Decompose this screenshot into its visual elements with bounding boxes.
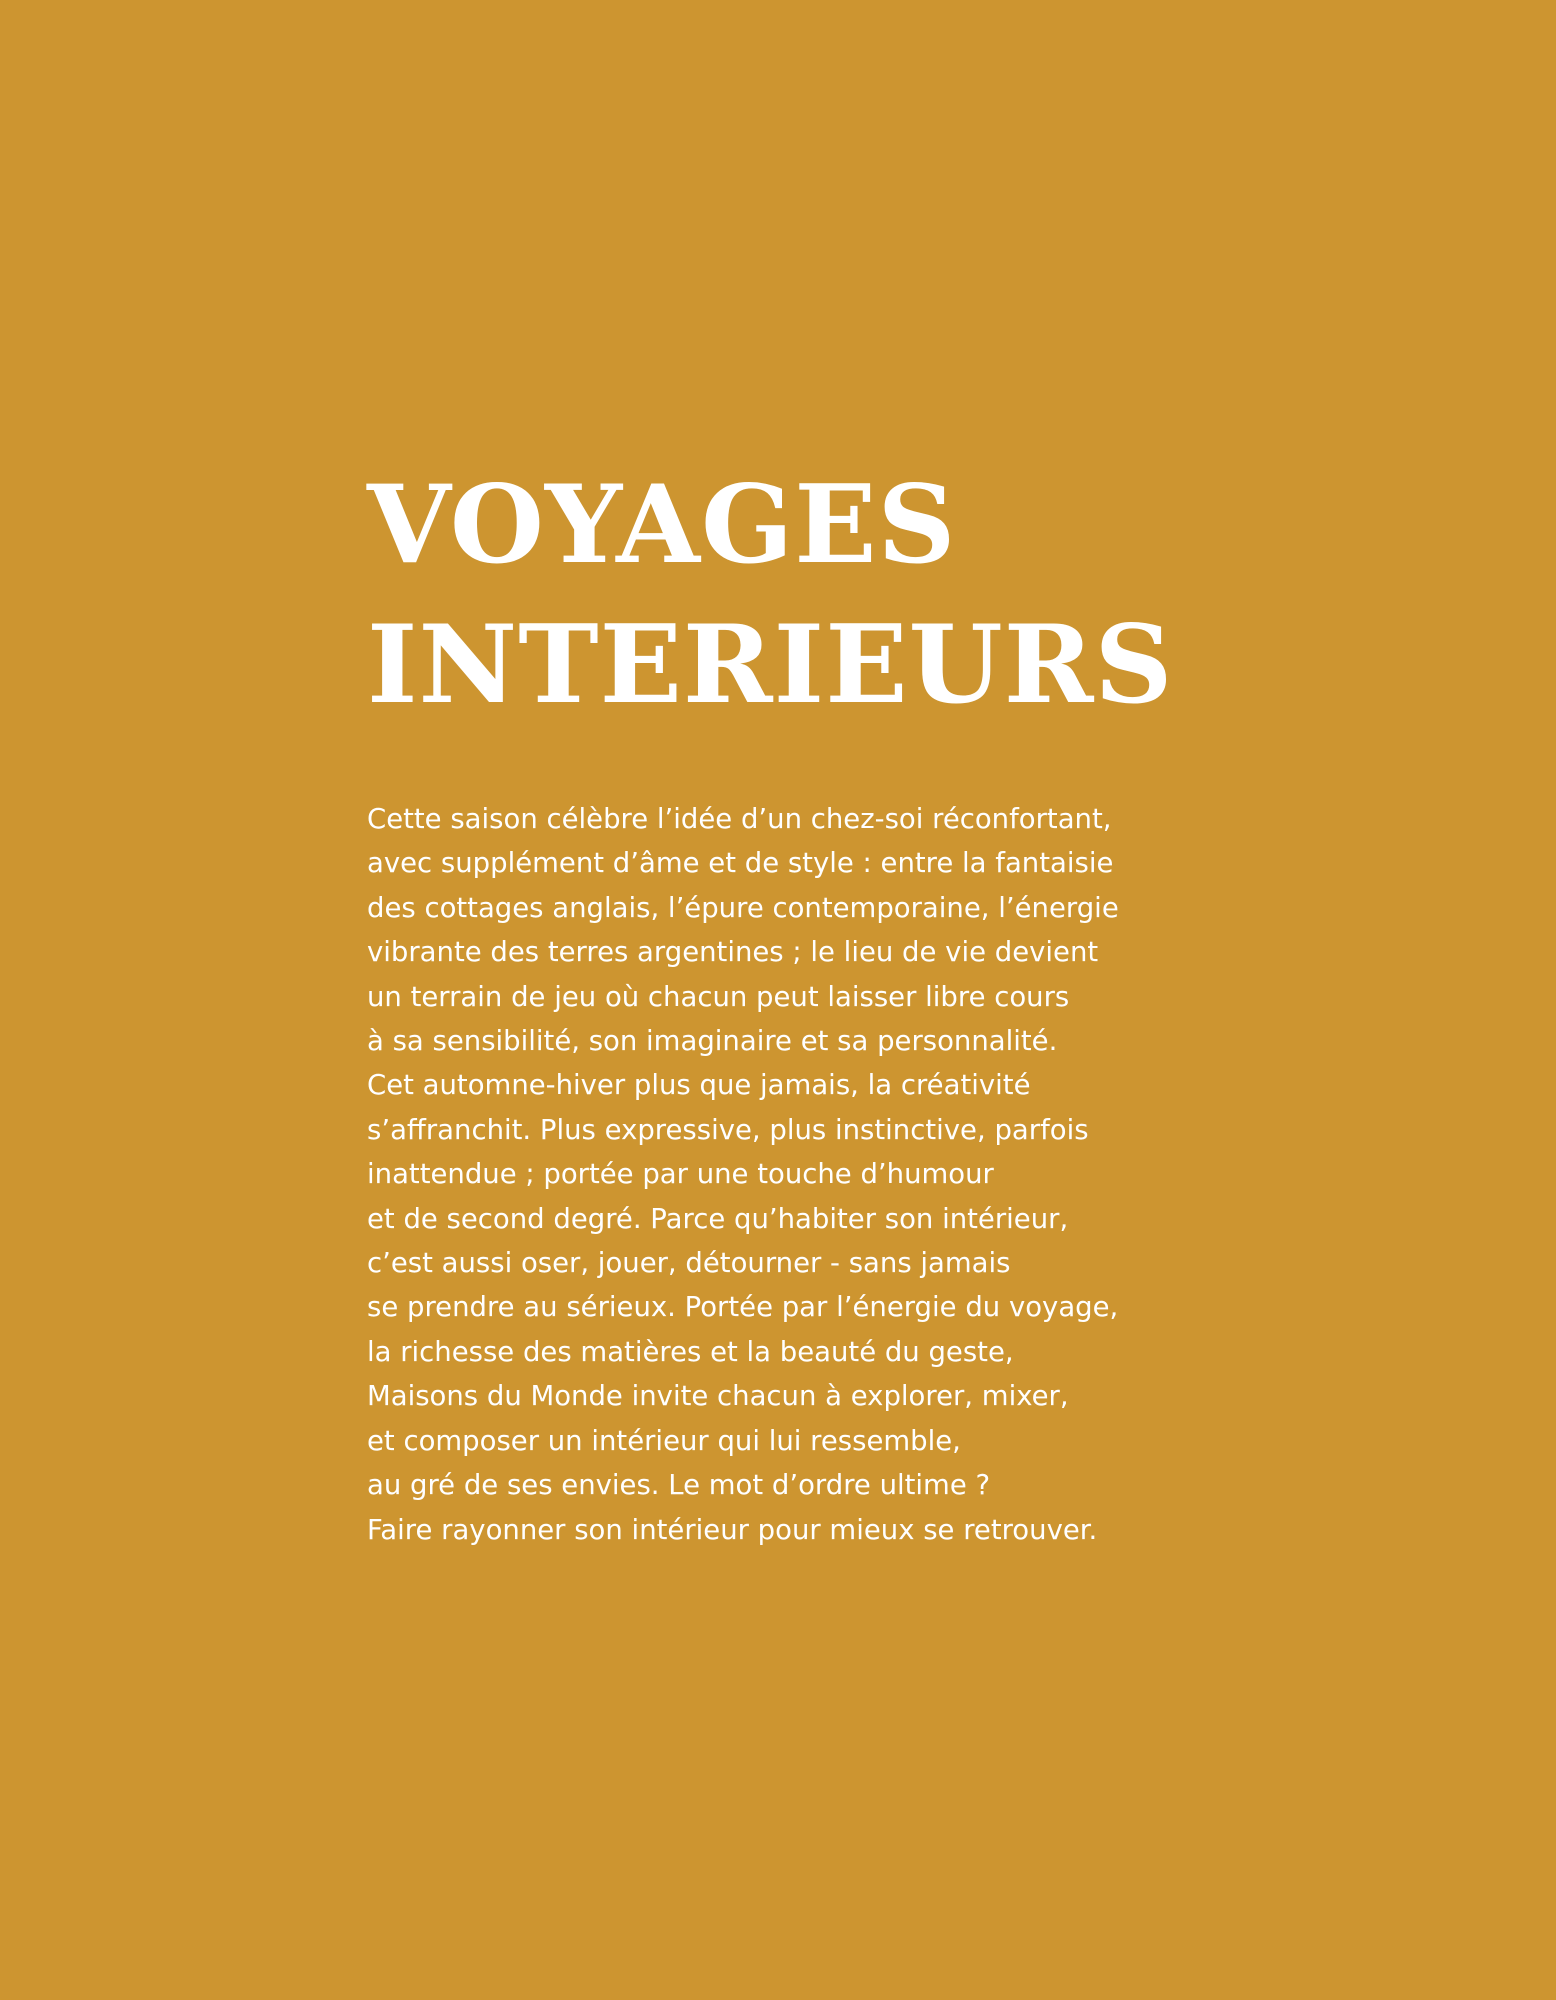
body-line: un terrain de jeu où chacun peut laisser libre cours — [367, 980, 1070, 1013]
body-line: Maisons du Monde invite chacun à explorer, mixer, — [367, 1380, 1069, 1413]
body-line: au gré de ses envies. Le mot d’ordre ultime ? — [367, 1469, 991, 1502]
body-line: et composer un intérieur qui lui ressemble, — [367, 1424, 961, 1457]
body-line: vibrante des terres argentines ; le lieu de vie devient — [367, 936, 1099, 969]
body-line: Cette saison célèbre l’idée d’un chez-soi réconfortant, — [367, 803, 1112, 835]
body-paragraph — [367, 797, 1187, 1552]
body-line: et de second degré. Parce qu’habiter son intérieur, — [367, 1202, 1069, 1235]
title-line-2: INTERIEURS — [367, 602, 1174, 728]
title-line-1: VOYAGES — [367, 462, 957, 588]
body-line: s’affranchit. Plus expressive, plus instinctive, parfois — [367, 1113, 1089, 1146]
body-line: Faire rayonner son intérieur pour mieux se retrouver. — [367, 1513, 1098, 1546]
body-line: avec supplément d’âme et de style : entre la fantaisie — [367, 847, 1114, 880]
body-line: c’est aussi oser, jouer, détourner - sans jamais — [367, 1247, 1011, 1280]
body-line: la richesse des matières et la beauté du geste, — [367, 1335, 1014, 1368]
body-line: des cottages anglais, l’épure contemporaine, l’énergie — [367, 891, 1119, 924]
body-line: Cet automne-hiver plus que jamais, la créativité — [367, 1069, 1031, 1102]
body-line: se prendre au sérieux. Portée par l’énergie du voyage, — [367, 1291, 1119, 1324]
article — [367, 455, 1187, 1552]
body-line: inattendue ; portée par une touche d’humour — [367, 1158, 994, 1191]
page-title — [367, 455, 1187, 735]
body-line: à sa sensibilité, son imaginaire et sa personnalité. — [367, 1025, 1058, 1058]
